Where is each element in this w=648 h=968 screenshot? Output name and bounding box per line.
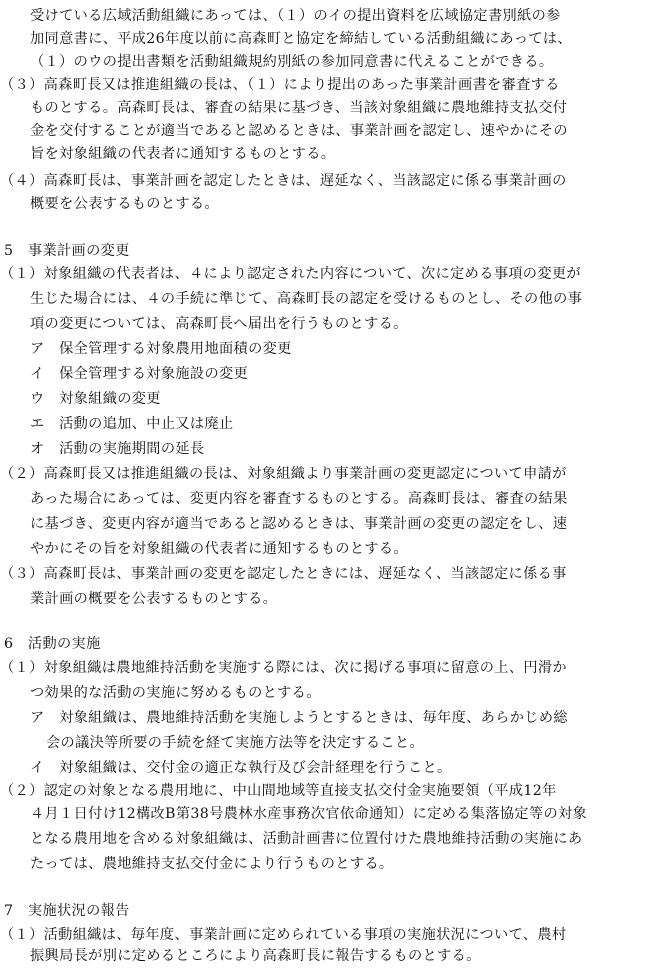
- text-line: （１）のウの提出書類を活動組織規約別紙の参加同意書に代えることができる。: [30, 54, 554, 70]
- list-item: イ 対象組織は、交付金の適正な執行及び会計経理を行うこと。: [30, 760, 452, 776]
- text-line: 会の議決等所要の手続を経て実施方法等を決定すること。: [46, 735, 424, 751]
- text-line: ４月１日付け12構改B第38号農林水産事務次官依命通知）に定める集落協定等の対象: [30, 806, 588, 822]
- text-line: 振興局長が別に定めるところにより高森町長に報告するものとする。: [30, 948, 481, 964]
- section-heading-7: 7 実施状況の報告: [4, 903, 130, 919]
- text-line: 金を交付することが適当であると認めるときは、事業計画を認定し、速やかにその: [30, 123, 568, 139]
- text-line: となる農用地を含める対象組織は、活動計画書に位置付けた農地維持活動の実施にあ: [30, 831, 583, 847]
- section-heading-6: 6 活動の実施: [4, 636, 101, 652]
- text-line: 業計画の概要を公表するものとする。: [30, 591, 278, 607]
- text-line: 受けている広域活動組織にあっては、（１）のイの提出資料を広域協定書別紙の参: [30, 8, 561, 24]
- text-line: 旨を対象組織の代表者に通知するものとする。: [30, 146, 336, 162]
- list-item: ア 保全管理する対象農用地面積の変更: [30, 341, 292, 357]
- text-line: 概要を公表するものとする。: [30, 196, 219, 212]
- paragraph-6-1: （１）対象組織は農地維持活動を実施する際には、次に掲げる事項に留意の上、円滑か: [0, 660, 567, 676]
- paragraph-3-4: （４）高森町長は、事業計画を認定したときは、遅延なく、当該認定に係る事業計画の: [0, 173, 567, 189]
- paragraph-5-3: （３）高森町長は、事業計画の変更を認定したときには、遅延なく、当該認定に係る事: [0, 566, 567, 582]
- text-line: 生じた場合には、４の手続に準じて、高森町長の認定を受けるものとし、その他の事: [30, 291, 583, 307]
- text-line: 加同意書に、平成26年度以前に高森町と協定を締結している活動組織にあっては、: [30, 31, 572, 47]
- paragraph-3-3: （３）高森町長又は推進組織の長は、（１）により提出のあった事業計画書を審査する: [0, 77, 560, 93]
- paragraph-7-1: （１）活動組織は、毎年度、事業計画に定められている事項の実施状況について、農村: [0, 927, 567, 943]
- paragraph-5-2: （２）高森町長又は推進組織の長は、対象組織より事業計画の変更認定について申請が: [0, 466, 567, 482]
- list-item: ウ 対象組織の変更: [30, 391, 161, 407]
- paragraph-5-1: （１）対象組織の代表者は、４により認定された内容について、次に定める事項の変更が: [0, 266, 581, 282]
- list-item: オ 活動の実施期間の延長: [30, 441, 205, 457]
- paragraph-6-2: （２）認定の対象となる農用地に、中山間地域等直接支払交付金実施要領（平成12年: [0, 783, 557, 799]
- text-line: やかにその旨を対象組織の代表者に通知するものとする。: [30, 541, 408, 557]
- text-line: 項の変更については、高森町長へ届出を行うものとする。: [30, 316, 408, 332]
- text-line: ものとする。高森町長は、審査の結果に基づき、当該対象組織に農地維持支払交付: [30, 100, 568, 116]
- text-line: たっては、農地維持支払交付金により行うものとする。: [30, 856, 394, 872]
- list-item: ア 対象組織は、農地維持活動を実施しようとするときは、毎年度、あらかじめ総: [30, 710, 568, 726]
- section-heading-5: 5 事業計画の変更: [4, 243, 130, 259]
- text-line: つ効果的な活動の実施に努めるものとする。: [30, 685, 321, 701]
- text-line: に基づき、変更内容が適当であると認めるときは、事業計画の変更の認定をし、速: [30, 516, 568, 532]
- list-item: イ 保全管理する対象施設の変更: [30, 366, 249, 382]
- list-item: エ 活動の追加、中止又は廃止: [30, 416, 234, 432]
- text-line: あった場合にあっては、変更内容を審査するものとする。高森町長は、審査の結果: [30, 491, 568, 507]
